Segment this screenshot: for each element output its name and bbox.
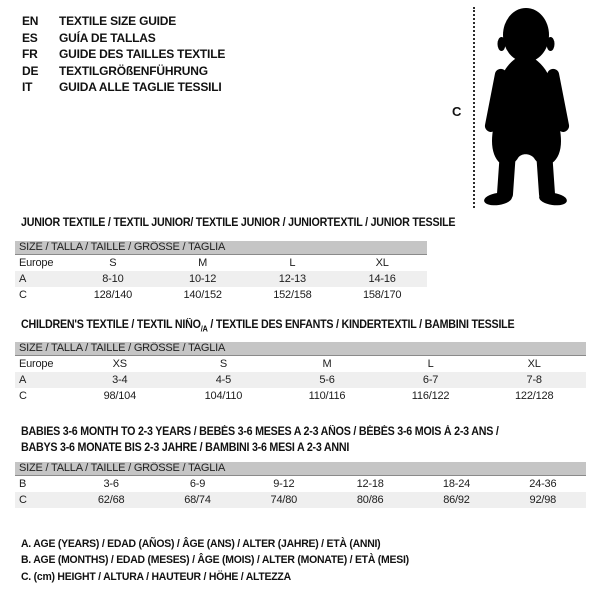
table-cell: XL — [375, 257, 389, 269]
lang-label: GUÍA DE TALLAS — [59, 30, 156, 45]
lang-code: FR — [22, 47, 38, 62]
lang-code: ES — [22, 30, 38, 45]
row-label: C — [19, 390, 27, 402]
table-cell: 8-10 — [102, 273, 124, 285]
table-cell: 18-24 — [442, 478, 471, 490]
table-cell: 14-16 — [368, 273, 396, 285]
table-cell: 122/128 — [515, 390, 554, 402]
table-cell: 5-6 — [319, 374, 335, 386]
junior-table — [15, 255, 427, 303]
lang-label: GUIDE DES TAILLES TEXTILE — [59, 47, 226, 62]
junior-size-table — [15, 241, 427, 303]
lang-label: TEXTILE SIZE GUIDE — [59, 14, 177, 28]
table-cell: S — [109, 257, 117, 269]
row-label: C — [19, 289, 27, 301]
lang-code: DE — [22, 63, 39, 78]
size-header-bar: SIZE / TALLA / TAILLE / GRÖSSE / TAGLIA — [15, 241, 427, 255]
table-row — [15, 271, 427, 287]
table-row — [15, 255, 427, 271]
row-label: B — [19, 478, 27, 490]
table-row — [15, 388, 586, 404]
table-row — [15, 476, 586, 492]
table-cell: XL — [527, 358, 541, 370]
lang-code: IT — [22, 80, 33, 95]
table-cell: L — [427, 358, 434, 370]
height-dotted-line — [473, 7, 475, 208]
table-cell: 86/92 — [443, 494, 470, 506]
row-label: A — [19, 273, 27, 285]
footnote-a: A. AGE (YEARS) / EDAD (AÑOS) / ÂGE (ANS) / ALTER (JAHRE) / ETÀ (ANNI) — [21, 538, 381, 550]
table-cell: 7-8 — [526, 374, 542, 386]
table-cell: M — [322, 358, 332, 370]
children-table-title: CHILDREN'S TEXTILE / TEXTIL $NIÑO_{/A}$ / TEXTILE DES ENFANTS / KINDERTEXTIL / BAMBINI TESSILE — [21, 319, 515, 334]
size-header-bar: SIZE / TALLA / TAILLE / GRÖSSE / TAGLIA — [15, 342, 586, 356]
table-cell: 6-9 — [189, 478, 206, 490]
table-cell: 98/104 — [103, 390, 137, 402]
lang-row-es — [22, 30, 225, 47]
table-cell: 12-13 — [278, 273, 306, 285]
table-row — [15, 492, 586, 508]
baby-silhouette-icon — [481, 7, 573, 207]
children-size-table — [15, 342, 586, 404]
table-cell: 24-36 — [529, 478, 557, 490]
table-row — [15, 356, 586, 372]
table-cell: XS — [112, 358, 127, 370]
lang-code: EN — [22, 14, 39, 28]
table-cell: 68/74 — [184, 494, 211, 506]
table-cell: 110/116 — [308, 390, 346, 402]
junior-table-title: JUNIOR TEXTILE / TEXTIL JUNIOR/ TEXTILE JUNIOR / JUNIORTEXTIL / JUNIOR TESSILE — [21, 217, 456, 229]
table-cell: 128/140 — [93, 289, 133, 301]
lang-label: TEXTILGRÖßENFÜHRUNG — [59, 63, 208, 78]
children-table — [15, 356, 586, 404]
language-title-block — [22, 13, 225, 96]
table-cell: 12-18 — [356, 478, 384, 490]
table-cell: 92/98 — [529, 494, 557, 506]
footnote-block — [21, 536, 429, 585]
size-header-bar: SIZE / TALLA / TAILLE / GRÖSSE / TAGLIA — [15, 462, 586, 476]
table-cell: 6-7 — [422, 374, 439, 386]
row-label: C — [19, 494, 27, 506]
table-cell: 9-12 — [273, 478, 295, 490]
table-cell: 3-4 — [112, 374, 128, 386]
lang-row-en — [22, 13, 225, 30]
table-cell: 74/80 — [270, 494, 298, 506]
table-cell: S — [219, 358, 227, 370]
row-label: Europe — [19, 257, 54, 269]
table-cell: 62/68 — [97, 494, 125, 506]
table-cell: 152/158 — [273, 289, 312, 301]
table-row — [15, 287, 427, 303]
table-cell: 3-6 — [103, 478, 119, 490]
table-cell: M — [198, 257, 208, 269]
babies-size-table — [15, 462, 586, 508]
lang-row-it — [22, 79, 225, 96]
table-cell: 116/122 — [411, 390, 450, 402]
table-cell: 140/152 — [183, 289, 222, 301]
lang-row-de — [22, 63, 225, 80]
lang-row-fr — [22, 46, 225, 63]
table-cell: 80/86 — [356, 494, 384, 506]
table-cell: 4-5 — [215, 374, 232, 386]
babies-table-title: BABIES 3-6 MONTH TO 2-3 YEARS / BEBÉS 3-6 MESES A 2-3 AÑOS / BÉBÉS 3-6 MOIS À 2-3 ANS / BABYS 3-6 MONATE BIS 2-3 JAHRE / BAMBINI 3-6 MESI A 2-3 ANNI — [21, 426, 499, 454]
table-cell: L — [289, 257, 296, 269]
height-measure-label: C — [452, 104, 462, 119]
table-row — [15, 372, 586, 388]
babies-table — [15, 476, 586, 508]
table-cell: 158/170 — [362, 289, 402, 301]
lang-label: GUIDA ALLE TAGLIE TESSILI — [59, 80, 222, 95]
footnote-c: C. (cm) HEIGHT / ALTURA / HAUTEUR / HÖHE / ALTEZZA — [21, 570, 291, 583]
footnote-b: B. AGE (MONTHS) / EDAD (MESES) / ÂGE (MOIS) / ALTER (MONATE) / ETÀ (MESI) — [21, 554, 409, 567]
row-label: A — [19, 374, 27, 386]
table-cell: 10-12 — [189, 273, 217, 285]
table-cell: 104/110 — [204, 390, 243, 402]
row-label: Europe — [19, 358, 54, 370]
